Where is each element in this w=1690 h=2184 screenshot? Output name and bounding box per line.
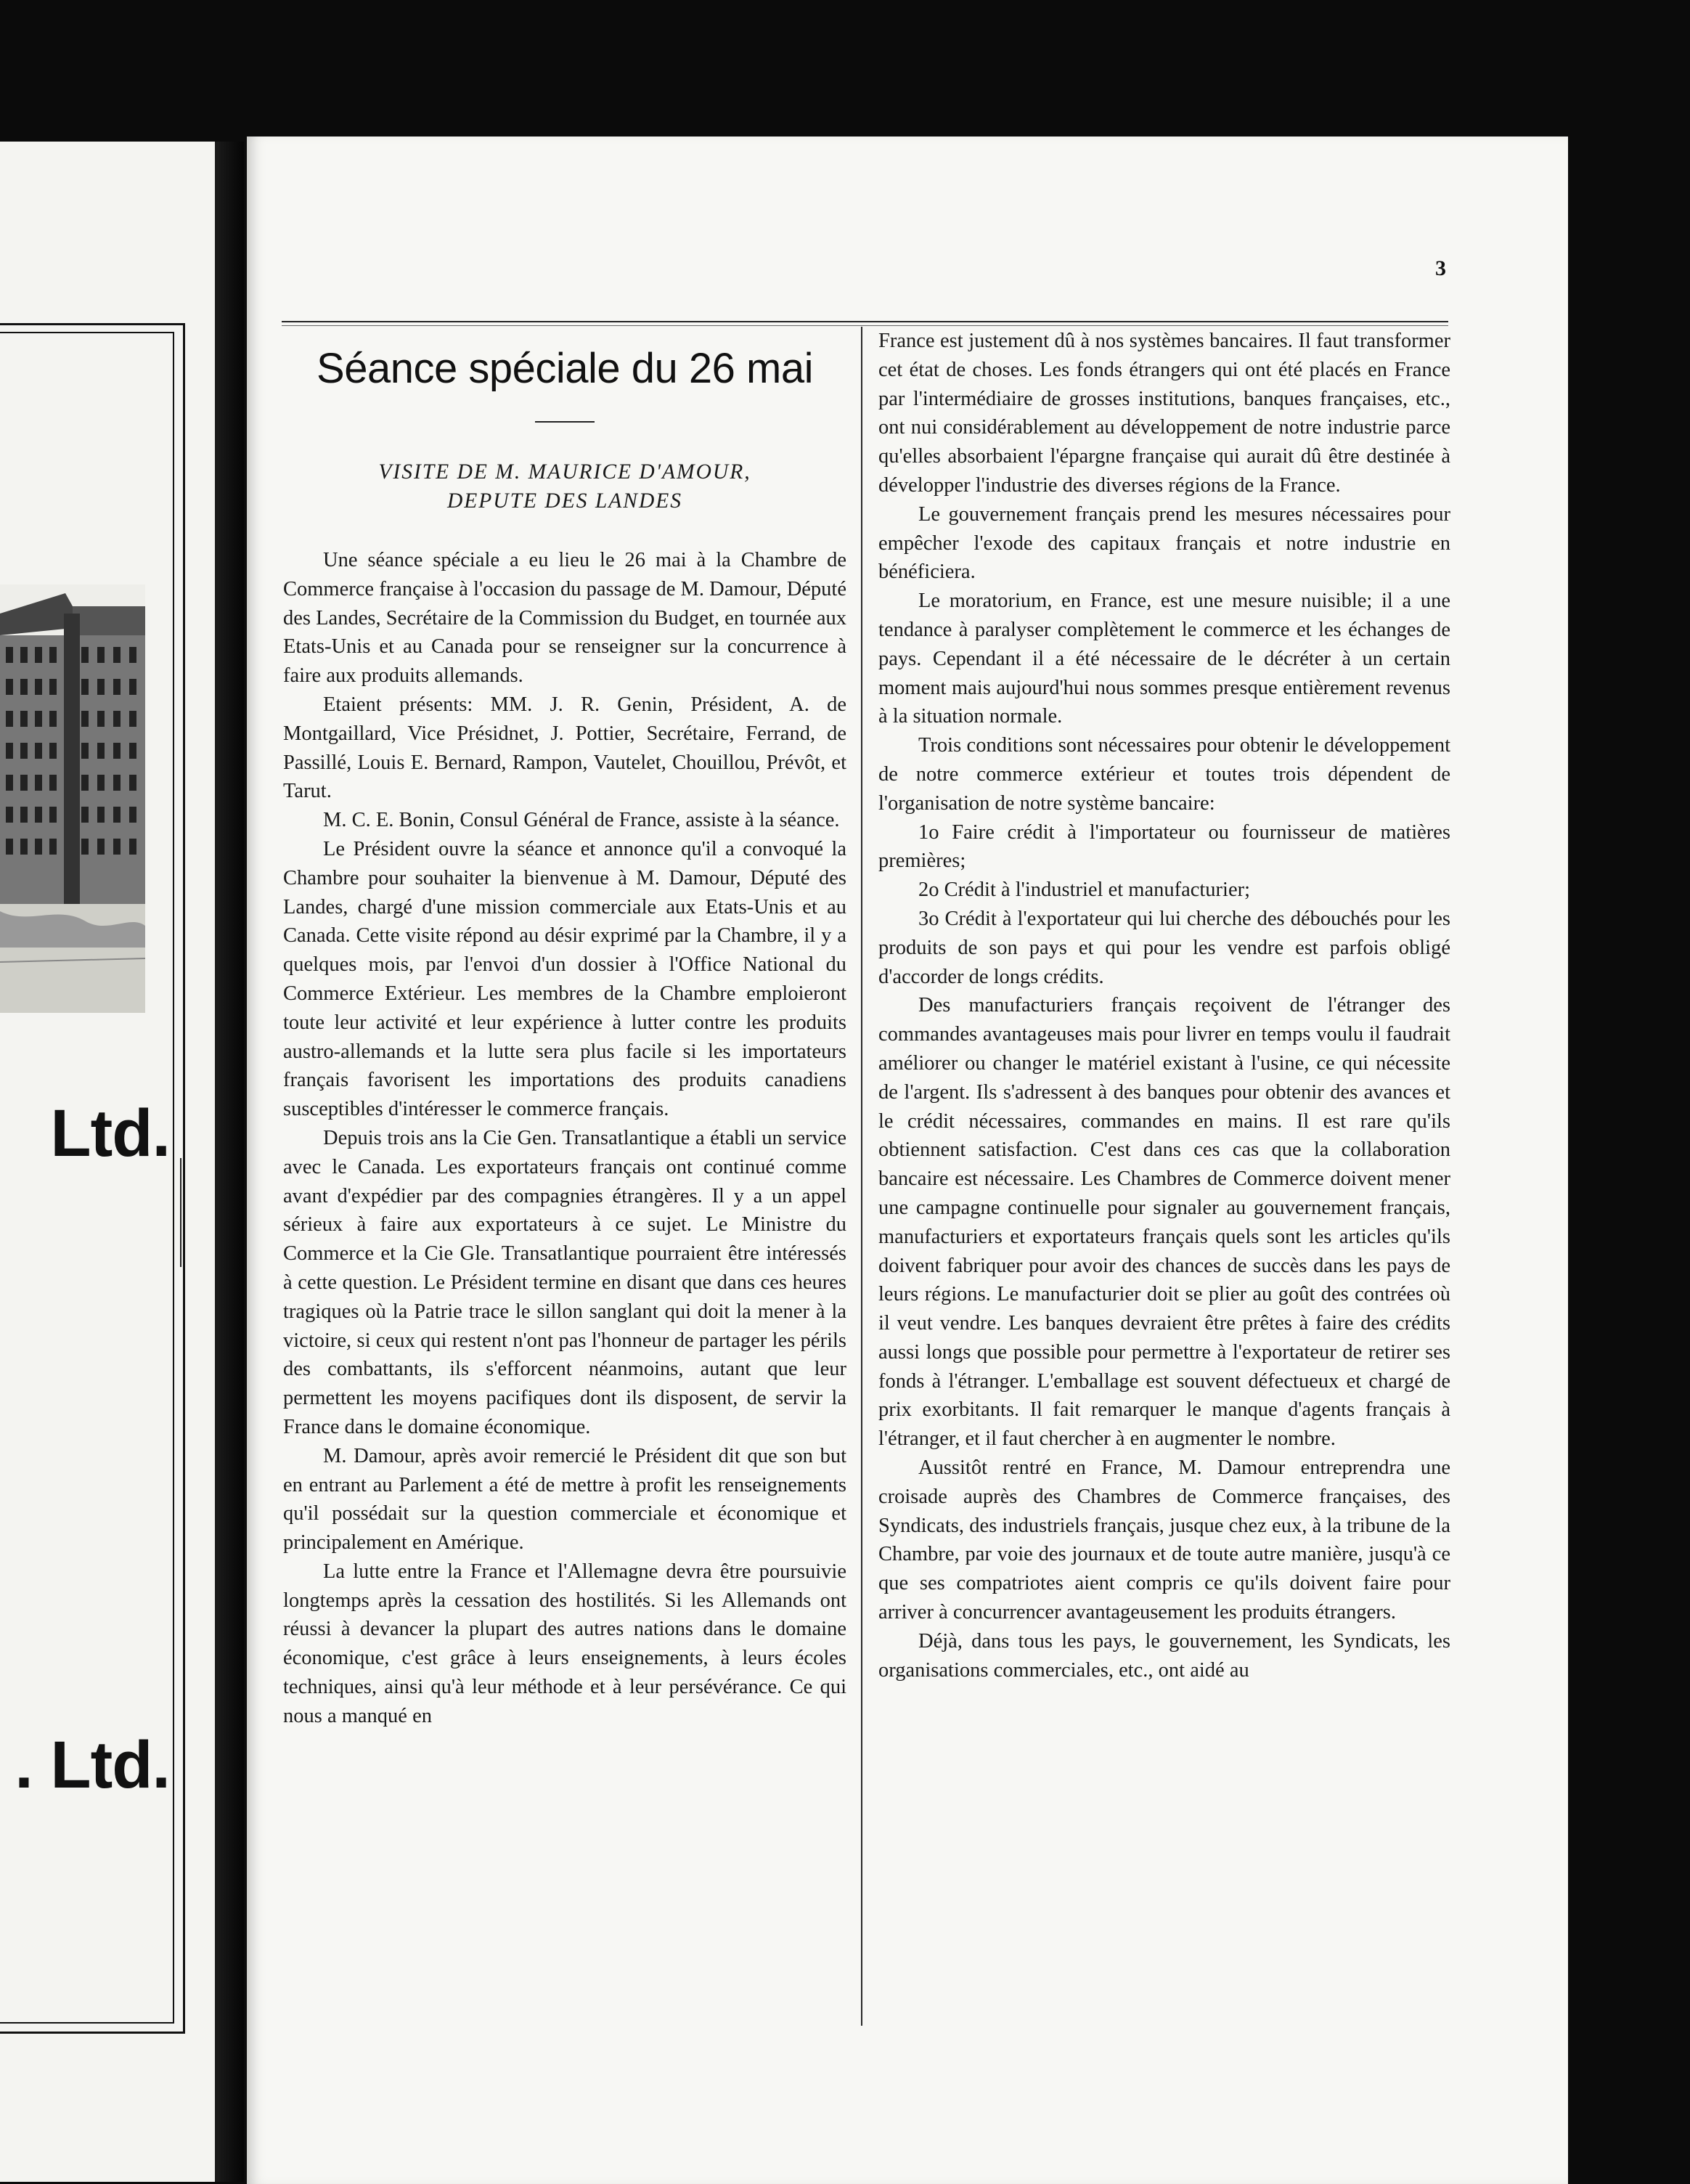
article-column-left [283, 327, 846, 1731]
paragraph: Déjà, dans tous les pays, le gouvernement, les Syndicats, les organisations commerciales, etc., ont aidé au [878, 1629, 1450, 1682]
article-column-right [878, 327, 1450, 1684]
column-divider [861, 327, 862, 2026]
article-subtitle [283, 457, 846, 516]
paragraph: La lutte entre la France et l'Allemagne devra être poursuivie longtemps après la cessation des hostilités. Si les Allemands ont réussi à devancer la plupart des autres nations dans le domaine économique, c'est grâce à leurs enseignements, à leurs écoles techniques, ainsi qu'à leur méthode et à leur persévérance. Ce qui nous a manqué en [283, 1560, 846, 1727]
list-item: 3o Crédit à l'exportateur qui lui cherche des débouchés pour les produits de son pays et qui pour les vendre est parfois obligé d'accorder de longs crédits. [878, 907, 1450, 988]
paragraph: Aussitôt rentré en France, M. Damour entreprendra une croisade auprès des Chambres de Commerce françaises, des Syndicats, des industriels français, jusque chez eux, à la tribune de la Chambre, par voie des journaux et de toute autre manière, jusqu'à ce que ses compatriotes aient compris ce qu'ils doivent faire pour arriver à concurrencer avantageusement les produits étrangers. [878, 1456, 1450, 1624]
header-rule [282, 321, 1448, 322]
factory-building-illustration [0, 584, 145, 1013]
paragraph: M. Damour, après avoir remercié le Président dit que son but en entrant au Parlement a été de mettre à profit les renseignements qu'il possédait sur la question commerciale et économique et principalement en Amérique. [283, 1444, 846, 1555]
article-title: Séance spéciale du 26 mai [317, 345, 813, 392]
page-number: 3 [1435, 256, 1446, 280]
advert-ltd-text-2: . Ltd. [15, 1728, 170, 1802]
document-page [247, 136, 1568, 2184]
left-facing-page [0, 142, 215, 2182]
paragraph: Trois conditions sont nécessaires pour obtenir le développement de notre commerce extérieur et toutes trois dépendent de l'organisation de notre système bancaire: [878, 734, 1450, 815]
paragraph: Le Président ouvre la séance et annonce qu'il a convoqué la Chambre pour souhaiter la bienvenue à M. Damour, Député des Landes, chargé d'une mission commerciale aux Etats-Unis et au Canada. Cette visite répond au désir exprimé par la Chambre, il y a quelques mois, par l'envoi d'un dossier à l'Office National du Commerce Extérieur. Les membres de la Chambre emploieront toute leur activité et leur expérience à lutter contre les produits austro-allemands et la lutte sera plus facile si les importateurs français favorisent les importations des produits canadiens susceptibles d'intéresser le commerce français. [283, 837, 846, 1121]
advert-ltd-text-1: Ltd. [50, 1096, 170, 1170]
title-rule [535, 421, 595, 423]
header-rule-thin [282, 325, 1448, 326]
list-item: 1o Faire crédit à l'importateur ou fournisseur de matières premières; [878, 820, 1450, 873]
paragraph: Des manufacturiers français reçoivent de l'étranger des commandes avantageuses mais pour livrer en temps voulu il faudrait améliorer ou changer le matériel existant à l'usine, ce qui nécessite de l'argent. Ils s'adressent à des banques pour obtenir des avances et le crédit nécessaires, commandes en mains. Il est rare qu'ils obtiennent satisfaction. C'est dans ces cas que la collaboration bancaire est nécessaire. Les Chambres de Commerce doivent mener une campagne continuelle pour signaler au gouvernement français, manufacturiers et exportateurs français quels sont les articles qu'ils doivent fabriquer pour avoir des chances de succès dans les pays de leurs régions. Le manufacturier doit se plier au goût des contrées où il veut vendre. Les banques devraient être prêtes à faire des crédits aussi longs que possible pour permettre à l'exportateur de retirer ses fonds à l'étranger. L'emballage est souvent défectueux et chargé de prix exorbitants. Il fait remarquer le manque d'agents français à l'étranger, et il faut chercher à en augmenter le nombre. [878, 994, 1450, 1451]
paragraph: Depuis trois ans la Cie Gen. Transatlantique a établi un service avec le Canada. Les exportateurs français ont continué comme avant d'expédier par des compagnies étrangères. Il y a un appel sérieux à faire aux exportateurs à ce sujet. Le Ministre du Commerce et la Cie Gle. Transatlantique pourraient être intéressés à cette question. Le Président termine en disant que dans ces heures tragiques où la Patrie trace le sillon sanglant qui doit la mener à la victoire, si ceux qui restent n'ont pas l'honneur de partager les périls des combattants, ils s'efforcent néanmoins, autant que leur permettent les moyens pacifiques dont ils disposent, de servir la France dans le domaine économique. [283, 1126, 846, 1438]
paragraph: Le moratorium, en France, est une mesure nuisible; il a une tendance à paralyser complètement le commerce et les échanges de pays. Cependant il a été nécessaire de le décréter à un certain moment mais aujourd'hui nous sommes presque entièrement revenus à la situation normale. [878, 590, 1450, 728]
paragraph: M. C. E. Bonin, Consul Général de France, assiste à la séance. [323, 809, 840, 832]
paragraph: France est justement dû à nos systèmes bancaires. Il faut transformer cet état de choses. Les fonds étrangers qui ont été placés en France par l'intermédiaire de grosses institutions, banques françaises, etc., ont nui considérablement au développement de notre industrie parce qu'elles absorbaient l'épargne française qui aurait dû être destinée à développer l'industrie des diverses régions de la France. [878, 330, 1450, 497]
advert-vertical-rule [180, 1158, 181, 1267]
subtitle-line-2: DEPUTE DES LANDES [446, 489, 683, 513]
list-item: 2o Crédit à l'industriel et manufacturier; [918, 879, 1251, 902]
paragraph: Etaient présents: MM. J. R. Genin, Président, A. de Montgaillard, Vice Présidnet, J. Pottier, Secrétaire, Ferrand, de Passillé, Louis E. Bernard, Rampon, Vautelet, Chouillou, Prévôt, et Tarut. [283, 693, 846, 803]
paragraph: Une séance spéciale a eu lieu le 26 mai à la Chambre de Commerce française à l'occasion du passage de M. Damour, Député des Landes, Secrétaire de la Commission du Budget, en tournée aux Etats-Unis et au Canada pour se renseigner sur la concurrence à faire aux produits allemands. [283, 549, 846, 688]
subtitle-line-1: VISITE DE M. MAURICE D'AMOUR, [378, 460, 751, 484]
paragraph: Le gouvernement français prend les mesures nécessaires pour empêcher l'exode des capitaux français et notre industrie en bénéficiera. [878, 502, 1450, 584]
book-spine-gutter [215, 142, 244, 2182]
